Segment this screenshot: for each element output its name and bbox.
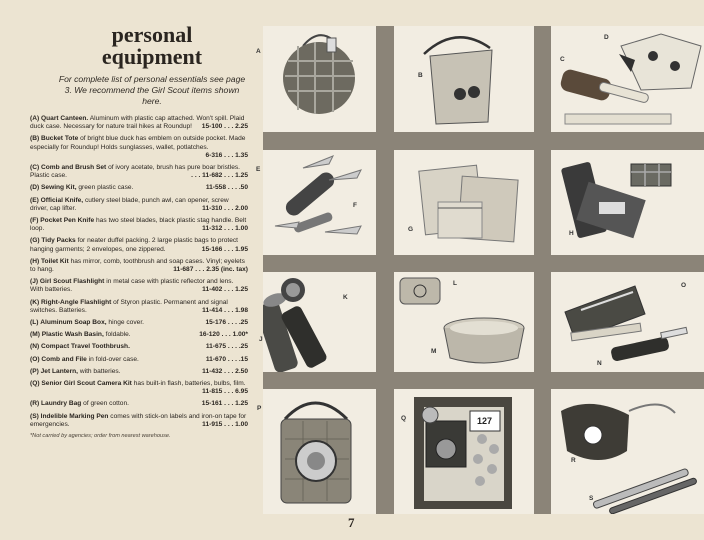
comb-brush-illustration [551,26,704,132]
label-k: K [343,294,348,301]
item-name: (G) [30,237,40,245]
bucket-illustration [394,26,534,132]
item-description: hinge cover. [108,319,144,327]
item-entry [30,184,248,192]
item-description: of Styron plastic. Permanent and signal switches. Batteries. [30,298,228,314]
page-title [56,24,248,68]
item-name: (J) [30,278,39,286]
page-number: 7 [348,515,355,530]
item-title: Compact Travel Toothbrush. [41,343,130,351]
item-price: 11-558 . . . .50 [205,184,248,192]
item-entry [30,331,248,339]
item-entry [30,197,248,213]
item-name: (D) [30,184,40,192]
item-price: 16-120 . . . 1.00* [199,331,248,339]
item-entry [30,135,248,160]
item-name: (K) [30,298,40,306]
item-title: Indelible Marking Pen [40,412,109,420]
label-h: H [569,230,574,237]
label-n: N [597,360,602,367]
item-price: 11-675 . . . .25 [205,343,248,351]
item-description: has two steel blades, black plastic stag handle. Belt loop. [30,217,247,233]
item-description: Aluminum with plastic cap attached. Won't spill. Plaid duck case. Necessary for nature trail hikes at Roundup! [30,115,245,131]
item-description: has built-in flash, batteries, bulbs, film. [133,380,246,388]
label-q: Q [401,415,407,422]
item-entry [30,356,248,364]
item-list [30,115,248,429]
item-name: (H) [30,257,40,265]
item-description: foldable. [105,331,131,339]
footnote: *Not carried by agencies; order from nearest warehouse. [30,433,171,440]
item-price: 11-432 . . . 2.50 [202,367,248,375]
item-title: Sewing Kit, [41,184,77,192]
photo-bucket-tote [394,26,534,132]
label-p: P [257,405,262,412]
knives-illustration [263,150,376,255]
toothbrush-comb-illustration [551,272,704,372]
item-entry [30,380,248,396]
item-price: 11-414 . . . 1.98 [202,306,248,314]
photo-laundry-bag-pen [551,389,704,514]
toilet-kit-illustration [551,150,704,255]
photo-toothbrush-comb-file [551,272,704,372]
item-description: in fold-over case. [88,355,139,363]
item-name: (P) [30,367,39,375]
label-l: L [453,280,457,287]
item-name: (O) [30,355,40,363]
item-entry [30,115,248,131]
item-entry [30,343,248,351]
text-column [30,20,248,440]
item-price: 15-176 . . . .25 [205,319,248,327]
item-name: (S) [30,412,39,420]
camera-film-box-label: 127 [477,416,493,426]
label-o: O [681,282,687,289]
item-description: of ivory acetate, brush has pure boar bristles. Plastic case. [30,164,241,180]
item-description: green plastic case. [78,184,134,192]
item-price: 11-312 . . . 1.00 [202,225,248,233]
item-entry [30,319,248,327]
photo-toilet-kit [551,150,704,255]
item-title: Toilet Kit [41,257,69,265]
photo-camera-kit [394,389,534,514]
canteen-illustration [263,26,376,132]
item-title: Official Knife, [40,196,84,204]
item-name: (N) [30,343,40,351]
item-entry [30,400,248,408]
label-d: D [604,34,609,41]
photo-knives [256,150,376,255]
photo-jet-lantern [257,389,376,514]
item-entry [30,278,248,294]
photo-comb-brush-sewing [551,26,704,132]
item-price: . . . 11-682 . . . 1.25 [191,172,248,180]
item-description: of green cotton. [83,400,129,408]
item-title: Right-Angle Flashlight [41,298,112,306]
item-price: 15-100 . . . 2.25 [201,123,248,131]
item-title: Pocket Pen Knife [40,217,95,225]
item-description: of bright blue duck has emblem on outside pocket. Made especially for Roundup! Holds sunglasses, wallet, potlatches. [30,135,246,151]
item-name: (M) [30,331,40,339]
item-name: (E) [30,196,39,204]
item-title: Jet Lantern, [40,367,79,375]
tidy-packs-illustration [394,150,534,255]
laundry-bag-pen-illustration [551,389,704,514]
item-price: 11-687 . . . 2.35 (inc. tax) [173,266,248,274]
item-title: Tidy Packs [41,237,76,245]
item-price: 15-166 . . . 1.95 [201,245,248,253]
item-title: Aluminum Soap Box, [40,319,107,327]
item-title: Quart Canteen. [41,115,89,122]
item-title: Girl Scout Flashlight [39,278,105,286]
item-name: (L) [30,319,39,327]
item-entry [30,217,248,233]
item-description: comes with stick-on labels and iron-on tape for emergencies. [30,412,247,428]
lantern-illustration [263,389,376,514]
item-price: 6-316 . . . 1.35 [205,151,248,159]
label-e: E [256,166,261,173]
item-entry [30,258,248,274]
item-price: 11-310 . . . 2.00 [202,204,248,212]
item-price: 11-915 . . . 1.00 [202,420,248,428]
item-description: cutlery steel blade, punch awl, can opener, screw driver, cap lifter. [30,196,229,212]
title-line-1: personal [111,22,193,47]
item-description: in metal case with plastic reflector and lens. With batteries. [30,278,234,294]
title-line-2: equipment [101,44,203,69]
item-title: Bucket Tote [41,135,79,143]
item-price: 11-815 . . . 6.95 [202,388,248,396]
item-name: (A) [30,115,40,122]
item-name: (R) [30,400,40,408]
item-name: (Q) [30,380,40,388]
item-entry [30,164,248,180]
item-description: with batteries. [79,367,121,375]
item-name: (C) [30,164,40,172]
item-title: Laundry Bag [41,400,82,408]
item-title: Senior Girl Scout Camera Kit [41,380,132,388]
label-b: B [418,72,423,79]
soap-basin-illustration [394,272,534,372]
label-s: S [589,495,594,502]
item-name: (F) [30,217,39,225]
flashlights-illustration [263,272,376,372]
label-m: M [431,348,437,355]
photo-flashlights [259,272,376,372]
item-description: for neater duffel packing. 2 large plastic bags to protect hanging garments; 2 envelopes, one zippered. [30,237,238,253]
item-price: 11-670 . . . .15 [205,355,248,363]
item-price: 15-161 . . . 1.25 [201,400,248,408]
item-title: Comb and Brush Set [41,164,107,172]
item-title: Plastic Wash Basin, [41,331,104,339]
photo-soap-basin [394,272,534,372]
item-entry [30,299,248,315]
item-title: Comb and File [41,355,87,363]
label-f: F [353,202,357,209]
label-j: J [259,336,263,343]
label-g: G [408,226,414,233]
item-name: (B) [30,135,40,143]
camera-kit-illustration [394,389,534,514]
intro-text: For complete list of personal essentials see page 3. We recommend the Girl Scout items shown here. [58,74,246,106]
item-price: 11-402 . . . 1.25 [202,286,248,294]
photo-canteen [256,26,376,132]
item-entry [30,368,248,376]
photo-tidy-packs [394,150,534,255]
photo-grid [256,26,704,514]
label-r: R [571,457,576,464]
label-a: A [256,48,261,55]
label-c: C [560,56,565,63]
item-description: has mirror, comb, toothbrush and soap cases. Vinyl; eyelets to hang. [30,257,245,274]
item-entry [30,237,248,253]
item-entry [30,413,248,429]
